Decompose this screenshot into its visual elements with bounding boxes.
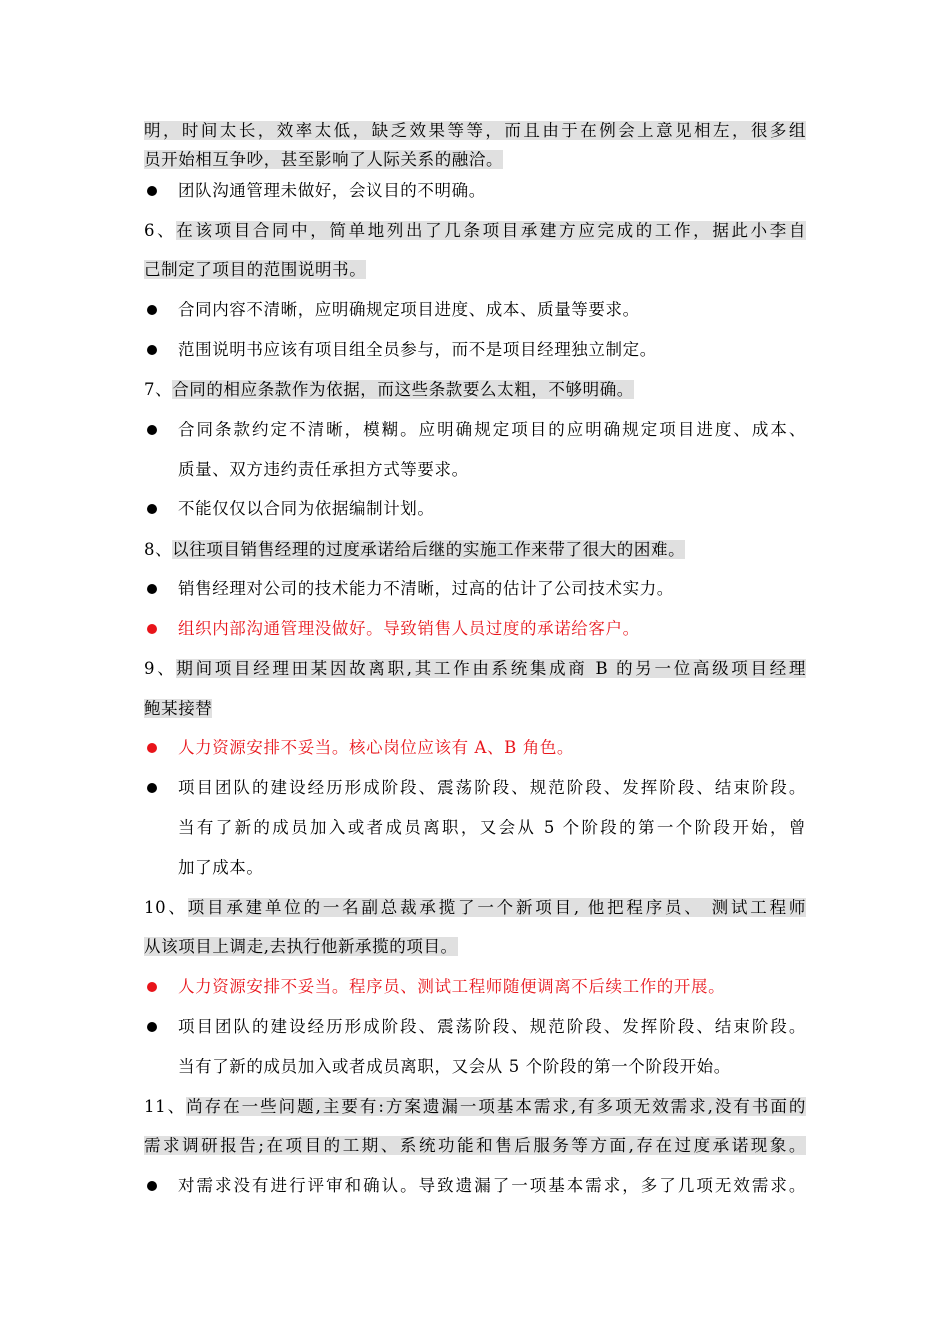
bullet-text: 人力资源安排不妥当。程序员、测试工程师随便调离不后续工作的开展。 xyxy=(178,977,726,996)
bullet-text: 人力资源安排不妥当。核心岗位应该有 A、B 角色。 xyxy=(178,738,575,757)
question-9-line: 鲍某接替 xyxy=(144,699,213,718)
bullet-text: 合同内容不清晰，应明确规定项目进度、成本、质量等要求。 xyxy=(178,300,640,319)
bullet-icon xyxy=(147,1181,157,1191)
question-8-line: 8、以往项目销售经理的过度承诺给后继的实施工作来带了很大的困难。 xyxy=(144,540,686,559)
question-10-line: 从该项目上调走,去执行他新承揽的项目。 xyxy=(144,937,458,956)
bullet-icon xyxy=(147,783,157,793)
question-6-line: 己制定了项目的范围说明书。 xyxy=(144,260,367,279)
bullet-icon xyxy=(147,743,157,753)
bullet-text: 加了成本。 xyxy=(178,858,264,877)
question-10-line: 10、项目承建单位的一名副总裁承揽了一个新项目, 他把程序员、 测试工程师 xyxy=(144,898,806,917)
question-6-line: 6、在该项目合同中，简单地列出了几条项目承建方应完成的工作，据此小李自 xyxy=(144,221,806,240)
bullet-icon xyxy=(147,624,157,634)
question-7-line: 7、合同的相应条款作为依据，而这些条款要么太粗，不够明确。 xyxy=(144,380,634,399)
question-number: 10、 xyxy=(144,898,188,917)
question-number: 11、 xyxy=(144,1097,187,1116)
bullet-icon xyxy=(147,345,157,355)
bullet-text: 项目团队的建设经历形成阶段、震荡阶段、规范阶段、发挥阶段、结束阶段。 xyxy=(178,778,806,797)
bullet-icon xyxy=(147,1022,157,1032)
bullet-text: 组织内部沟通管理没做好。导致销售人员过度的承诺给客户。 xyxy=(178,619,640,638)
question-number: 9、 xyxy=(144,659,177,678)
question-11-line: 需求调研报告;在项目的工期、系统功能和售后服务等方面,存在过度承诺现象。 xyxy=(144,1136,806,1155)
bullet-icon xyxy=(147,504,157,514)
bullet-text: 当有了新的成员加入或者成员离职，又会从 5 个阶段的第一个阶段开始。 xyxy=(178,1057,731,1076)
question-11-line: 11、尚存在一些问题,主要有:方案遗漏一项基本需求,有多项无效需求,没有书面的 xyxy=(144,1097,806,1116)
paragraph-line: 明，时间太长，效率太低，缺乏效果等等，而且由于在例会上意见相左，很多组 xyxy=(144,121,806,140)
bullet-text: 销售经理对公司的技术能力不清晰，过高的估计了公司技术实力。 xyxy=(178,579,674,598)
bullet-text: 对需求没有进行评审和确认。导致遗漏了一项基本需求，多了几项无效需求。 xyxy=(178,1176,806,1195)
paragraph-line: 员开始相互争吵，甚至影响了人际关系的融洽。 xyxy=(144,150,504,169)
bullet-text: 项目团队的建设经历形成阶段、震荡阶段、规范阶段、发挥阶段、结束阶段。 xyxy=(178,1017,806,1036)
bullet-icon xyxy=(147,186,157,196)
bullet-icon xyxy=(147,982,157,992)
bullet-text: 范围说明书应该有项目组全员参与，而不是项目经理独立制定。 xyxy=(178,340,657,359)
bullet-icon xyxy=(147,584,157,594)
question-number: 7、 xyxy=(144,380,173,399)
bullet-text: 不能仅仅以合同为依据编制计划。 xyxy=(178,499,435,518)
bullet-icon xyxy=(147,305,157,315)
bullet-text: 团队沟通管理未做好，会议目的不明确。 xyxy=(178,181,486,200)
bullet-text: 质量、双方违约责任承担方式等要求。 xyxy=(178,460,469,479)
bullet-text: 合同条款约定不清晰，模糊。应明确规定项目的应明确规定项目进度、成本、 xyxy=(178,420,806,439)
bullet-text: 当有了新的成员加入或者成员离职，又会从 5 个阶段的第一个阶段开始，曾 xyxy=(178,818,806,837)
bullet-icon xyxy=(147,425,157,435)
question-9-line: 9、期间项目经理田某因故离职,其工作由系统集成商 B 的另一位高级项目经理 xyxy=(144,659,806,678)
question-number: 8、 xyxy=(144,540,173,559)
question-number: 6、 xyxy=(144,221,177,240)
